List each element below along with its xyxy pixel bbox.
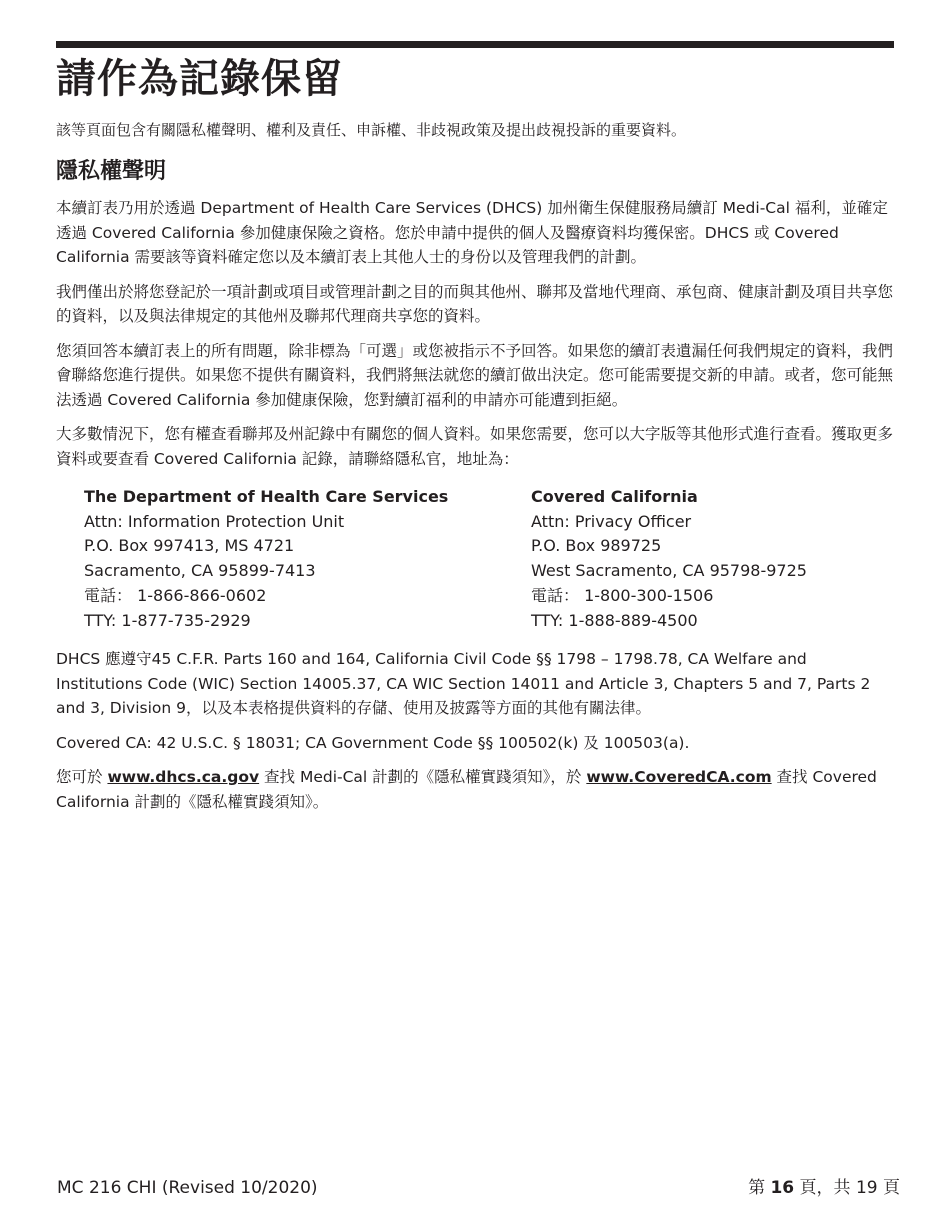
privacy-paragraph-2: 我們僅出於將您登記於一項計劃或項目或管理計劃之目的而與其他州、聯邦及當地代理商、承包商、健康計劃及項目共享您的資料，以及與法律規定的其他州及聯邦代理商共享您的資料。: [56, 282, 894, 325]
covered-name: Covered California: [531, 487, 698, 506]
form-id: MC 216 CHI (Revised 10/2020): [57, 1178, 318, 1198]
main-content: [56, 118, 894, 824]
dhcs-name: The Department of Health Care Services: [84, 487, 449, 506]
covered-phone: 電話： 1-800-300-1506: [531, 585, 714, 605]
page-middle: 頁，共: [794, 1178, 856, 1198]
dhcs-law-text: DHCS 應遵守45 C.F.R. Parts 160 and 164, California Civil Code §§ 1798 – 1798.78, CA Welfare and Institutions Code (WIC) Section 14005.37, CA WIC Section 14011 and Article 3, Chapters 5 and 7, Parts 2 and 3, Division 9，以及本表格提供資料的存儲、使用及披露等方面的其他有關法律。: [56, 650, 871, 718]
dhcs-attn: Attn: Information Protection Unit: [84, 511, 345, 531]
notice-middle: 查找 Medi-Cal 計劃的《隱私權實踐須知》，於: [259, 768, 587, 787]
notice-suffix: 查找 Covered California 計劃的《隱私權實踐須知》。: [56, 768, 877, 811]
dhcs-tty: TTY: 1-877-735-2929: [84, 610, 251, 630]
covered-po-box: P.O. Box 989725: [531, 536, 662, 556]
dhcs-address: [84, 485, 531, 633]
covered-tty: TTY: 1-888-889-4500: [531, 610, 698, 630]
dhcs-city: Sacramento, CA 95899-7413: [84, 561, 316, 581]
page-total: 19: [855, 1178, 878, 1198]
dhcs-phone: 電話： 1-866-866-0602: [84, 585, 267, 605]
privacy-paragraph-4: 大多數情況下，您有權查看聯邦及州記錄中有關您的個人資料。如果您需要，您可以大字版等其他形式進行查看。獲取更多資料或要查看 Covered California 記錄，請聯絡隱私官，地址為：: [56, 425, 894, 468]
privacy-paragraph-1: 本續訂表乃用於透過 Department of Health Care Services (DHCS) 加州衛生保健服務局續訂 Medi-Cal 福利，並確定透過 Covered California 參加健康保險之資格。您於申請中提供的個人及醫療資料均獲保密。DHCS 或 Covered California 需要該等資料確定您以及本續訂表上其他人士的身份以及管理我們的計劃。: [56, 199, 888, 266]
page-suffix: 頁: [877, 1178, 900, 1198]
privacy-paragraph-3: 您須回答本續訂表上的所有問題，除非標為「可選」或您被指示不予回答。如果您的續訂表遺漏任何我們規定的資料，我們會聯絡您進行提供。如果您不提供有關資料，我們將無法就您的續訂做出決定。您可能需要提交新的申請。或者，您可能無法透過 Covered California 參加健康保險，您對續訂福利的申請亦可能遭到拒絕。: [56, 341, 894, 409]
covered-law-text: Covered CA: 42 U.S.C. § 18031; CA Government Code §§ 100502(k) 及 100503(a).: [56, 733, 690, 752]
dhcs-po-box: P.O. Box 997413, MS 4721: [84, 536, 295, 556]
page-current: 16: [770, 1178, 795, 1198]
coveredca-website-link[interactable]: www.CoveredCA.com: [586, 768, 772, 787]
top-rule: [56, 41, 894, 48]
covered-city: West Sacramento, CA 95798-9725: [531, 561, 807, 581]
page-title: 請作為記錄保留: [56, 56, 343, 102]
notice-prefix: 您可於: [56, 768, 108, 787]
page-prefix: 第: [748, 1178, 771, 1198]
address-block: [56, 485, 894, 633]
intro-text: 該等頁面包含有關隱私權聲明、權利及責任、申訴權、非歧視政策及提出歧視投訴的重要資料。: [56, 121, 687, 139]
dhcs-website-link[interactable]: www.dhcs.ca.gov: [107, 768, 260, 787]
section-heading: 隱私權聲明: [56, 159, 167, 184]
covered-attn: Attn: Privacy Officer: [531, 511, 692, 531]
privacy-notice-text: [56, 765, 894, 814]
covered-address: [531, 485, 891, 633]
page-number: [748, 1177, 900, 1199]
